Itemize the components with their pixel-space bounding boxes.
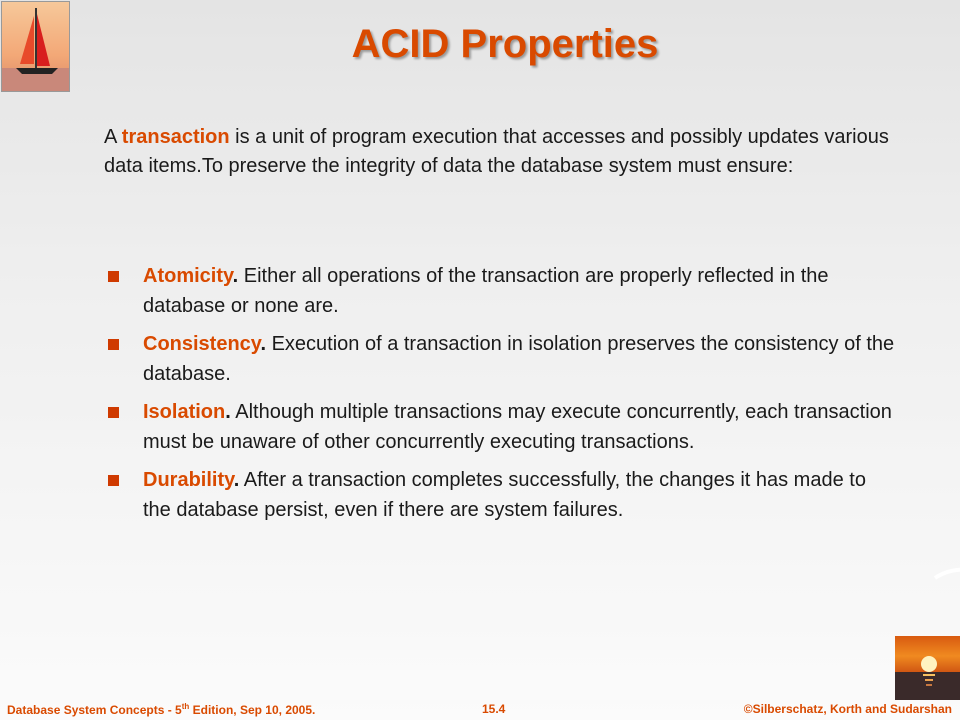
sunset-image	[895, 636, 960, 700]
bullet-text: Either all operations of the transaction are properly reflected in the database or none are.	[143, 265, 829, 317]
footer-book-suffix: Edition, Sep 10, 2005.	[189, 703, 316, 717]
intro-keyword: transaction	[121, 126, 230, 148]
footer-book-info	[7, 702, 315, 717]
acid-bullet-list	[108, 262, 898, 534]
square-bullet-icon	[108, 407, 119, 418]
bullet-period: .	[232, 265, 239, 287]
slide-footer	[0, 702, 960, 720]
bullet-text: After a transaction completes successfully, the changes it has made to the database persist, even if there are system failures.	[143, 469, 866, 521]
bullet-atomicity	[108, 262, 898, 321]
bullet-isolation	[108, 398, 898, 457]
footer-book-prefix: Database System Concepts - 5	[7, 703, 182, 717]
decorative-swoosh-icon	[930, 560, 960, 590]
intro-paragraph	[104, 123, 894, 180]
bullet-term: Atomicity	[143, 265, 233, 287]
footer-copyright: ©Silberschatz, Korth and Sudarshan	[743, 702, 952, 716]
bullet-period: .	[260, 333, 267, 355]
bullet-text: Execution of a transaction in isolation preserves the consistency of the database.	[143, 333, 895, 385]
bullet-text: Although multiple transactions may execute concurrently, each transaction must be unaware of other concurrently executing transactions.	[143, 401, 892, 453]
intro-rest: is a unit of program execution that accesses and possibly updates various data items.To preserve the integrity of data the database system must ensure:	[104, 126, 889, 177]
slide-title: ACID Properties	[351, 22, 659, 66]
bullet-period: .	[233, 469, 240, 491]
footer-slide-number: 15.4	[482, 702, 506, 716]
bullet-durability	[108, 466, 898, 525]
bullet-term: Consistency	[143, 333, 261, 355]
bullet-term: Durability	[143, 469, 234, 491]
square-bullet-icon	[108, 339, 119, 350]
square-bullet-icon	[108, 271, 119, 282]
bullet-period: .	[225, 401, 231, 423]
intro-prefix: A	[104, 126, 122, 148]
square-bullet-icon	[108, 475, 119, 486]
bullet-consistency	[108, 330, 898, 389]
bullet-term: Isolation	[143, 401, 226, 423]
footer-book-sup: th	[181, 702, 190, 711]
